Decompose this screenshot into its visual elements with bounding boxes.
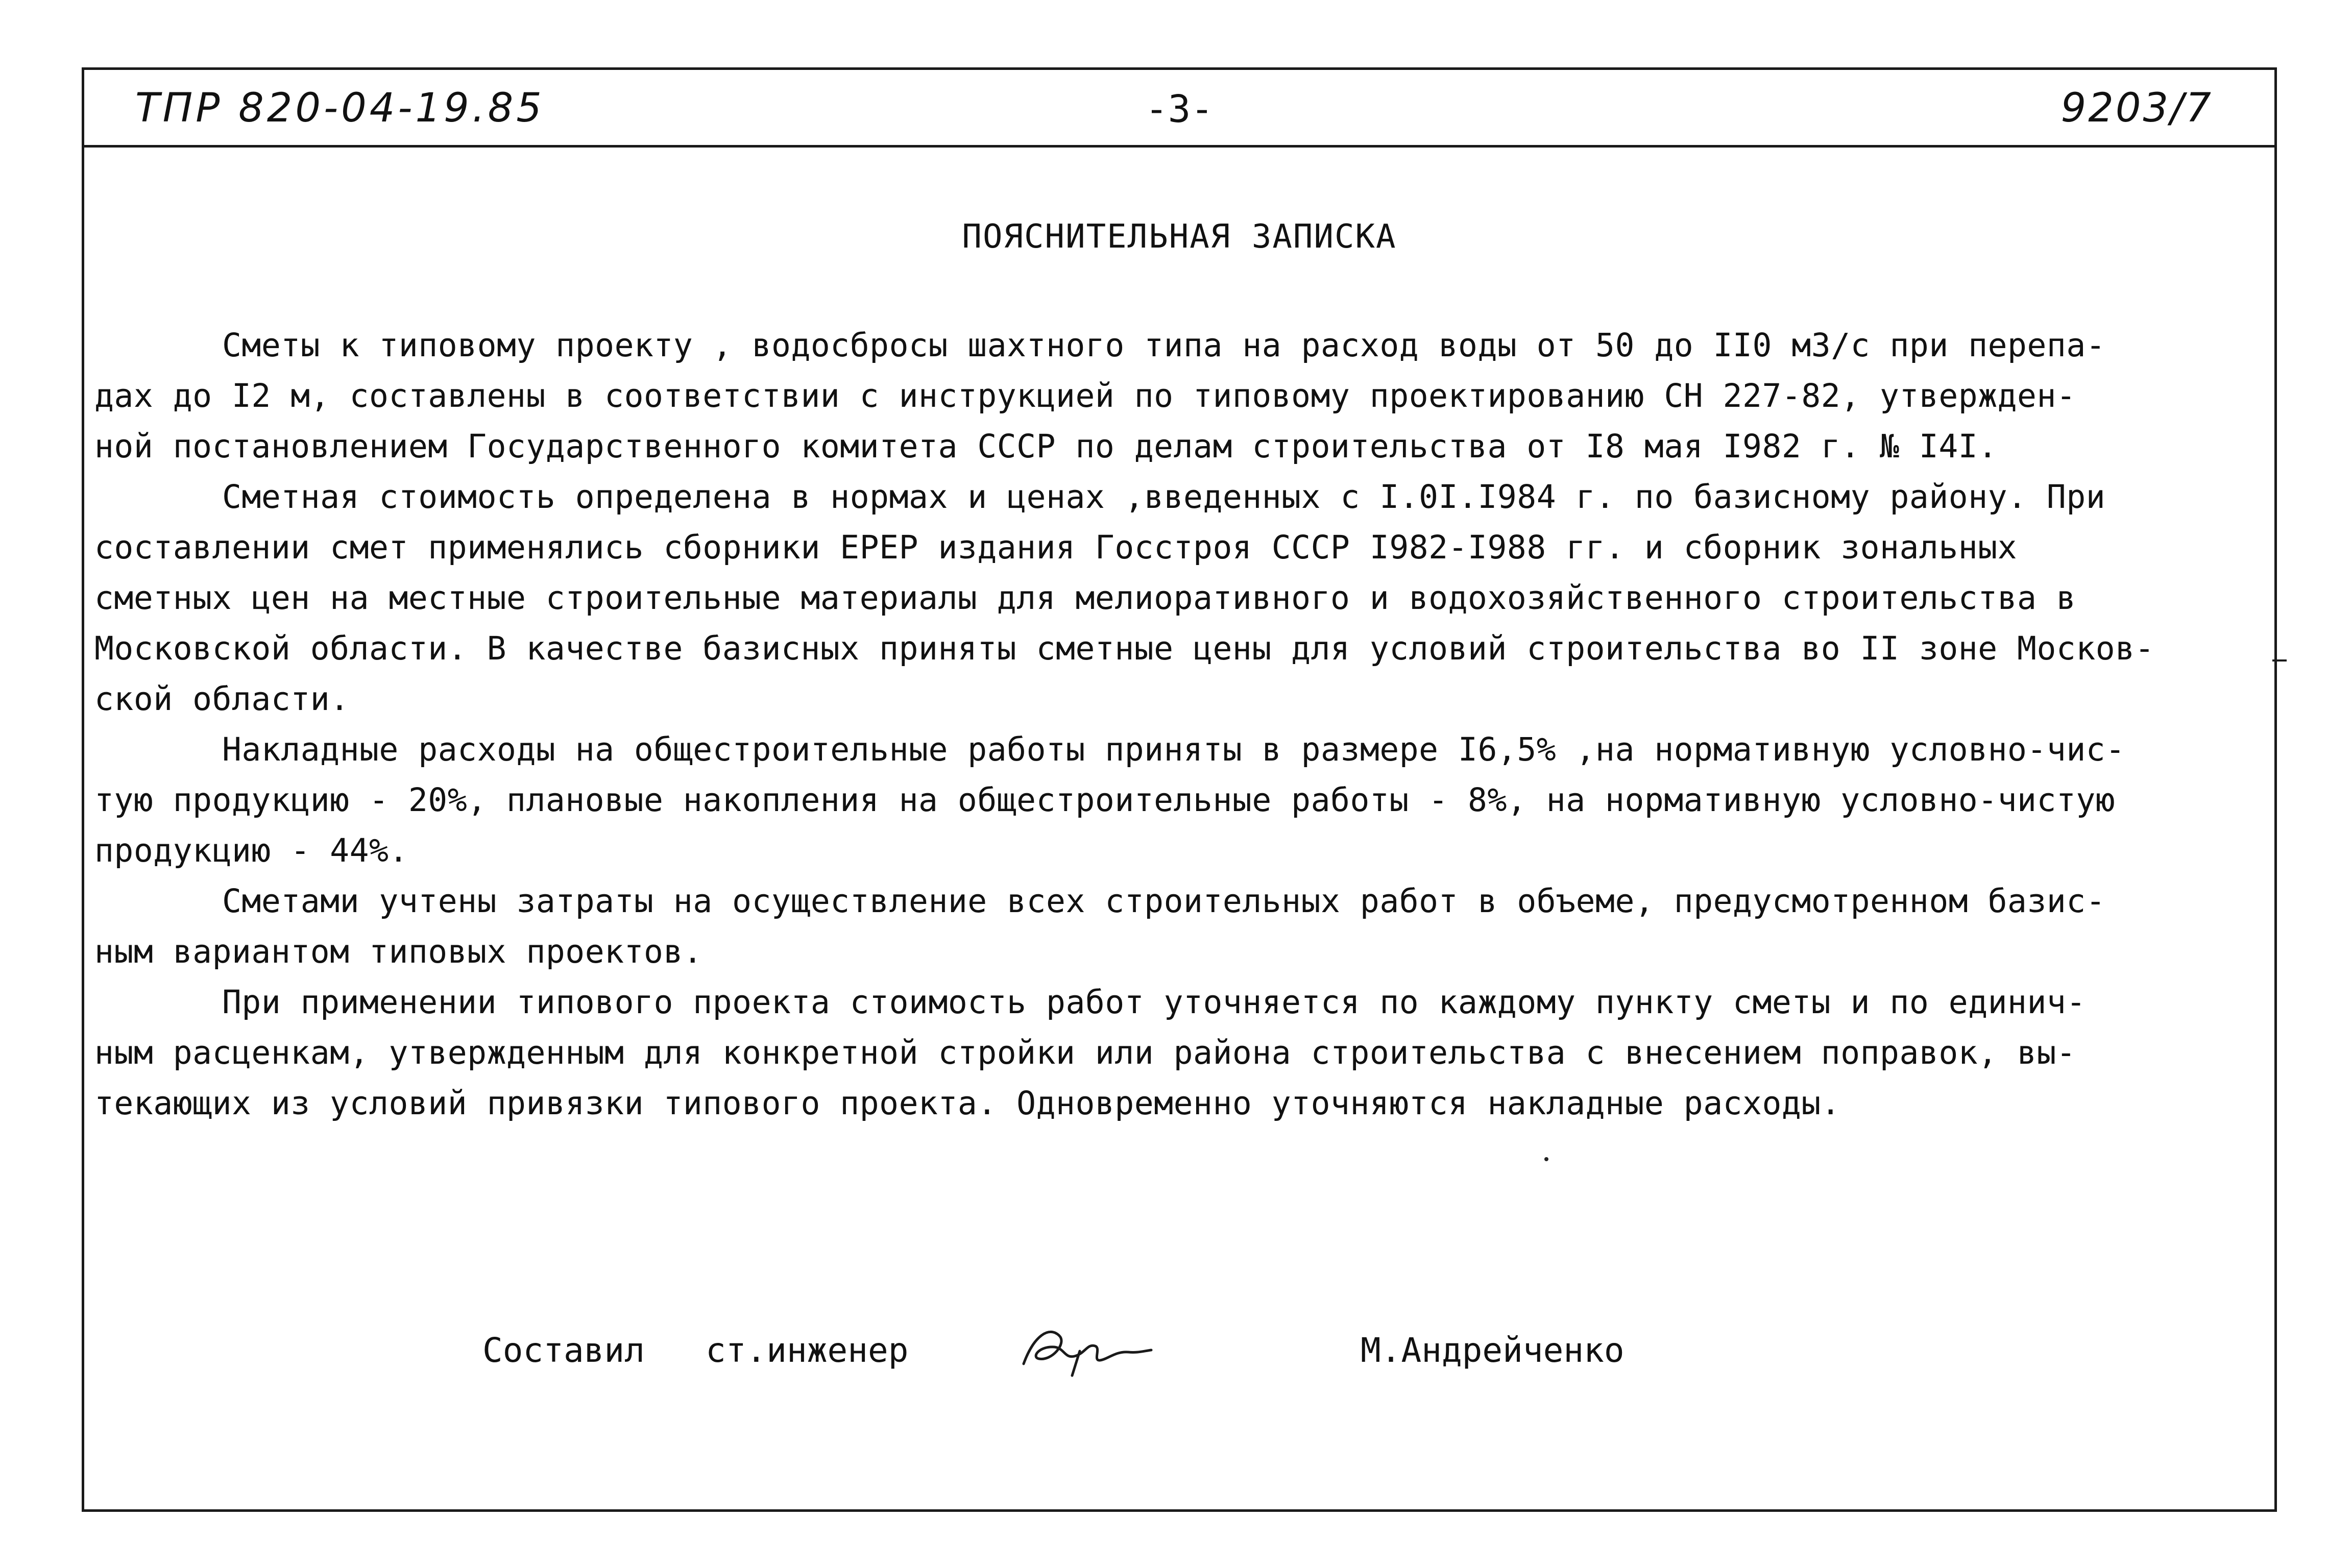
- text-line: тую продукцию - 20%, плановые накопления на общестроительные работы - 8%, на нормативную условно-чистую: [94, 781, 2116, 819]
- stray-dot: [1544, 1157, 1548, 1161]
- text-line: Сметы к типовому проекту , водосбросы шахтного типа на расход воды от 50 до II0 м3/с при перепа-: [222, 327, 2106, 364]
- text-line: Сметами учтены затраты на осуществление всех строительных работ в объеме, предусмотренном базис-: [222, 883, 2106, 920]
- document-code: ТПР 820-04-19.85: [135, 85, 545, 131]
- text-line: продукцию - 44%.: [94, 832, 408, 869]
- document-title: ПОЯСНИТЕЛЬНАЯ ЗАПИСКА: [962, 218, 1397, 256]
- text-line: Московской области. В качестве базисных приняты сметные цены для условий строительства во II зоне Москов-: [94, 630, 2155, 667]
- compiler-name: М.Андрейченко: [1361, 1331, 1624, 1370]
- document-body: [94, 320, 2269, 1129]
- margin-tick: [2272, 659, 2287, 662]
- handwritten-signature: [1003, 1315, 1167, 1382]
- document-header: [84, 70, 2274, 148]
- sheet-code: 9203/7: [2060, 85, 2213, 131]
- text-line: ным расценкам, утвержденным для конкретной стройки или района строительства с внесением поправок, вы-: [94, 1034, 2076, 1071]
- text-line: Сметная стоимость определена в нормах и ценах ,введенных с I.0I.I984 г. по базисному району. При: [222, 478, 2106, 516]
- document-sheet: [82, 67, 2277, 1512]
- text-line: Накладные расходы на общестроительные работы приняты в размере I6,5% ,на нормативную условно-чис-: [222, 731, 2125, 768]
- text-line: текающих из условий привязки типового проекта. Одновременно уточняются накладные расходы.: [94, 1085, 1841, 1122]
- signature-block: [84, 1315, 2274, 1382]
- text-line: дах до I2 м, составлены в соответствии с инструкцией по типовому проектированию СН 227-82, утвержден-: [94, 377, 2076, 414]
- text-line: ской области.: [94, 680, 350, 718]
- page-number: -3-: [1145, 87, 1214, 131]
- compiled-by-label: Составил ст.инженер: [482, 1331, 909, 1370]
- text-line: ной постановлением Государственного комитета СССР по делам строительства от I8 мая I982 г. № I4I.: [94, 428, 1998, 465]
- text-line: сметных цен на местные строительные материалы для мелиоративного и водохозяйственного строительства в: [94, 579, 2076, 617]
- text-line: ным вариантом типовых проектов.: [94, 933, 703, 970]
- text-line: При применении типового проекта стоимость работ уточняется по каждому пункту сметы и по единич-: [222, 984, 2086, 1021]
- text-line: составлении смет применялись сборники ЕРЕР издания Госстроя СССР I982-I988 гг. и сборник зональных: [94, 529, 2018, 566]
